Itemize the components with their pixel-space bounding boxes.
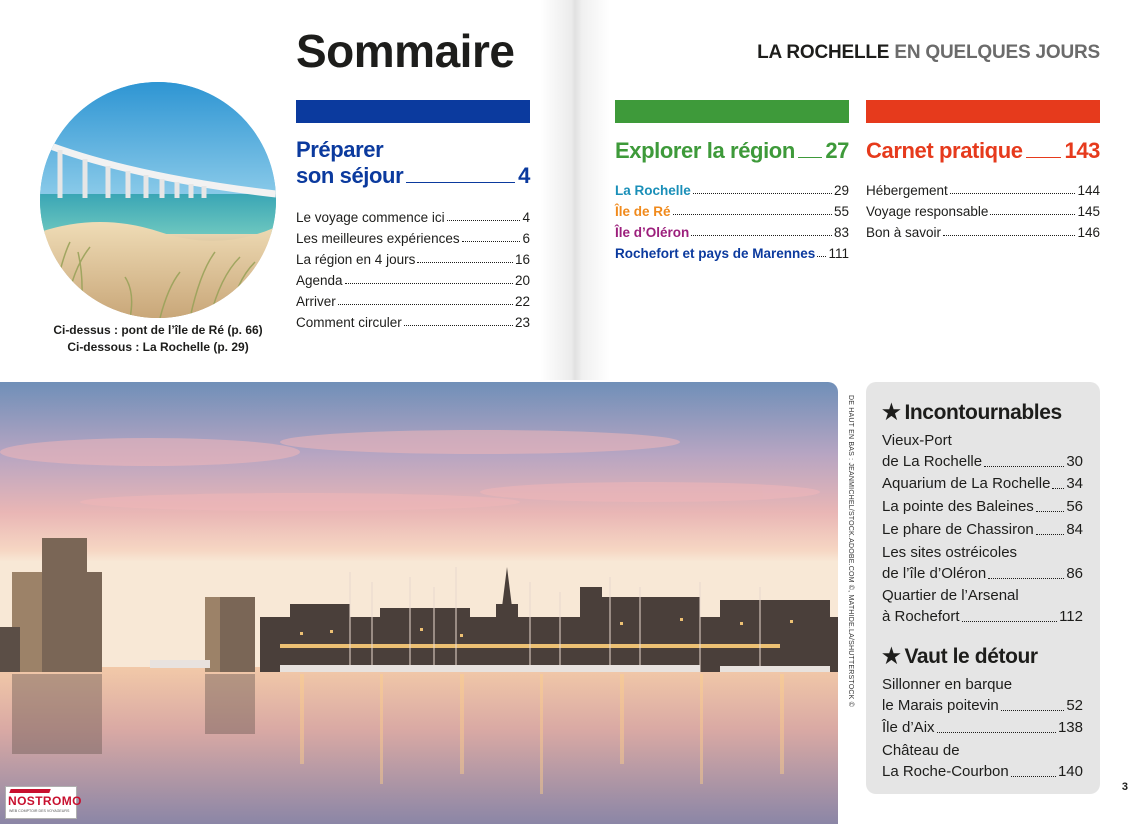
vaut-le-detour-title (882, 644, 1038, 669)
leader-dots (950, 193, 1076, 194)
photo-credit (842, 395, 854, 715)
highlight-page: 34 (1066, 475, 1083, 492)
toc-entry[interactable] (866, 199, 1100, 219)
highlight-page: 86 (1066, 565, 1083, 582)
explorer-title-text: Explorer la région (615, 138, 795, 163)
toc-page: 146 (1077, 225, 1100, 240)
highlight-entry[interactable] (882, 740, 1083, 782)
leader-dots (1036, 511, 1065, 512)
highlight-page: 52 (1066, 697, 1083, 714)
toc-label: Comment circuler (296, 315, 402, 330)
toc-entry[interactable] (866, 178, 1100, 198)
incontournables-title (882, 400, 1062, 425)
toc-label: Voyage responsable (866, 204, 989, 219)
highlight-line2: Le phare de Chassiron (882, 521, 1034, 538)
highlight-page: 30 (1066, 453, 1083, 470)
highlight-entry[interactable] (882, 674, 1083, 716)
leader-dots (817, 256, 826, 257)
highlight-line2: de La Rochelle (882, 453, 983, 470)
toc-entry[interactable] (866, 220, 1100, 240)
toc-entry[interactable] (296, 247, 530, 267)
toc-page: 22 (514, 294, 530, 309)
incontournables-title-text: Incontournables (904, 400, 1062, 424)
preparer-color-bar (296, 100, 530, 123)
toc-page: 144 (1077, 183, 1100, 198)
leader-dots (990, 214, 1075, 215)
toc-page: 20 (514, 273, 530, 288)
logo-stripe (9, 789, 50, 793)
toc-entry[interactable] (296, 310, 530, 330)
highlight-line2: Aquarium de La Rochelle (882, 475, 1051, 492)
highlight-entry[interactable] (882, 717, 1083, 738)
leader-dots (1011, 776, 1056, 777)
leader-dots (338, 304, 513, 305)
highlight-line1: Quartier de l’Arsenal (882, 587, 1019, 604)
highlight-line1: Château de (882, 742, 960, 759)
star-icon: ★ (882, 401, 901, 424)
toc-entry[interactable] (296, 226, 530, 246)
bridge-photo (40, 82, 276, 318)
toc-label: Agenda (296, 273, 343, 288)
leader-dots (1036, 534, 1065, 535)
leader-dots (937, 732, 1056, 733)
explorer-color-bar (615, 100, 849, 123)
leader-dots (447, 220, 521, 221)
toc-label: Rochefort et pays de Marennes (615, 246, 816, 261)
leader-dots (345, 283, 513, 284)
highlight-line2: Île d’Aix (882, 719, 935, 736)
la-rochelle-harbor-photo (0, 382, 838, 824)
toc-label: Île de Ré (615, 204, 671, 219)
preparer-title-text: son séjour (296, 163, 404, 188)
toc-label: Hébergement (866, 183, 948, 198)
leader-dots (417, 262, 513, 263)
highlight-line1: Sillonner en barque (882, 676, 1013, 693)
toc-page: 6 (522, 231, 530, 246)
guide-title-main: LA ROCHELLE (757, 42, 890, 63)
toc-page: 55 (833, 204, 849, 219)
leader-dots (988, 578, 1064, 579)
toc-entry[interactable] (615, 220, 849, 240)
leader-dots (1026, 157, 1062, 158)
toc-entry[interactable] (296, 205, 530, 225)
preparer-title-line2[interactable] (296, 161, 530, 189)
toc-entry[interactable] (615, 241, 849, 261)
nostromo-logo (5, 786, 82, 819)
highlight-line2: de l’île d’Oléron (882, 565, 987, 582)
page-number: 3 (1121, 781, 1128, 793)
highlight-entry[interactable] (882, 473, 1083, 494)
toc-page: 4 (522, 210, 530, 225)
explorer-page: 27 (825, 138, 849, 163)
carnet-color-bar (866, 100, 1100, 123)
toc-entry[interactable] (615, 178, 849, 198)
toc-entry[interactable] (296, 289, 530, 309)
highlight-page: 84 (1066, 521, 1083, 538)
highlight-page: 112 (1059, 608, 1083, 625)
leader-dots (962, 621, 1058, 622)
preparer-title-line1[interactable]: Préparer (296, 137, 384, 162)
book-spine-shadow (540, 0, 610, 380)
highlight-line1: Les sites ostréicoles (882, 544, 1018, 561)
leader-dots (673, 214, 832, 215)
guide-title (757, 42, 1100, 64)
highlight-entry[interactable] (882, 430, 1083, 472)
toc-label: La région en 4 jours (296, 252, 416, 267)
toc-page: 145 (1077, 204, 1100, 219)
highlight-entry[interactable] (882, 519, 1083, 540)
guide-title-sub: EN QUELQUES JOURS (889, 42, 1100, 63)
highlight-entry[interactable] (882, 496, 1083, 517)
star-icon: ★ (882, 645, 901, 668)
caption-bottom: Ci-dessous : La Rochelle (p. 29) (67, 340, 249, 354)
leader-dots (691, 235, 832, 236)
photo-captions (40, 322, 276, 356)
highlight-line2: La Roche-Courbon (882, 763, 1009, 780)
leader-dots (404, 325, 513, 326)
carnet-title-text: Carnet pratique (866, 138, 1023, 163)
highlight-page: 56 (1066, 498, 1083, 515)
toc-page: 111 (828, 246, 849, 261)
photo-credit-text: DE HAUT EN BAS : JEANMICHEL/STOCK.ADOBE.COM ©, MATHIDE.LA/SHUTTERSTOCK © (847, 395, 854, 708)
toc-label: Le voyage commence ici (296, 210, 445, 225)
toc-entry[interactable] (615, 199, 849, 219)
preparer-page: 4 (518, 163, 530, 188)
toc-label: Les meilleures expériences (296, 231, 460, 246)
carnet-page: 143 (1064, 138, 1100, 163)
toc-page: 16 (514, 252, 530, 267)
highlight-page: 138 (1057, 719, 1083, 736)
highlight-line2: La pointe des Baleines (882, 498, 1034, 515)
logo-tagline: WEB COMPTOIR DES VOYAGEURS (9, 809, 70, 813)
leader-dots (406, 182, 515, 183)
leader-dots (943, 235, 1075, 236)
page-title: Sommaire (296, 25, 515, 77)
toc-label: La Rochelle (615, 183, 691, 198)
carnet-title[interactable] (866, 136, 1100, 164)
toc-entry[interactable] (296, 268, 530, 288)
highlight-line2: à Rochefort (882, 608, 960, 625)
leader-dots (1052, 488, 1064, 489)
leader-dots (984, 466, 1064, 467)
explorer-title[interactable] (615, 136, 849, 164)
highlight-line1: Vieux-Port (882, 432, 952, 449)
highlight-line2: le Marais poitevin (882, 697, 999, 714)
toc-label: Île d’Oléron (615, 225, 690, 240)
toc-page: 23 (514, 315, 530, 330)
highlight-page: 140 (1057, 763, 1083, 780)
leader-dots (1001, 710, 1065, 711)
leader-dots (693, 193, 832, 194)
toc-page: 83 (833, 225, 849, 240)
vaut-le-detour-title-text: Vaut le détour (904, 644, 1038, 668)
toc-label: Arriver (296, 294, 336, 309)
toc-label: Bon à savoir (866, 225, 942, 240)
caption-top: Ci-dessus : pont de l’île de Ré (p. 66) (53, 323, 263, 337)
logo-name: NOSTROMO (8, 794, 82, 808)
highlight-entry[interactable] (882, 585, 1083, 627)
leader-dots (798, 157, 822, 158)
toc-page: 29 (833, 183, 849, 198)
leader-dots (462, 241, 521, 242)
highlight-entry[interactable] (882, 542, 1083, 584)
